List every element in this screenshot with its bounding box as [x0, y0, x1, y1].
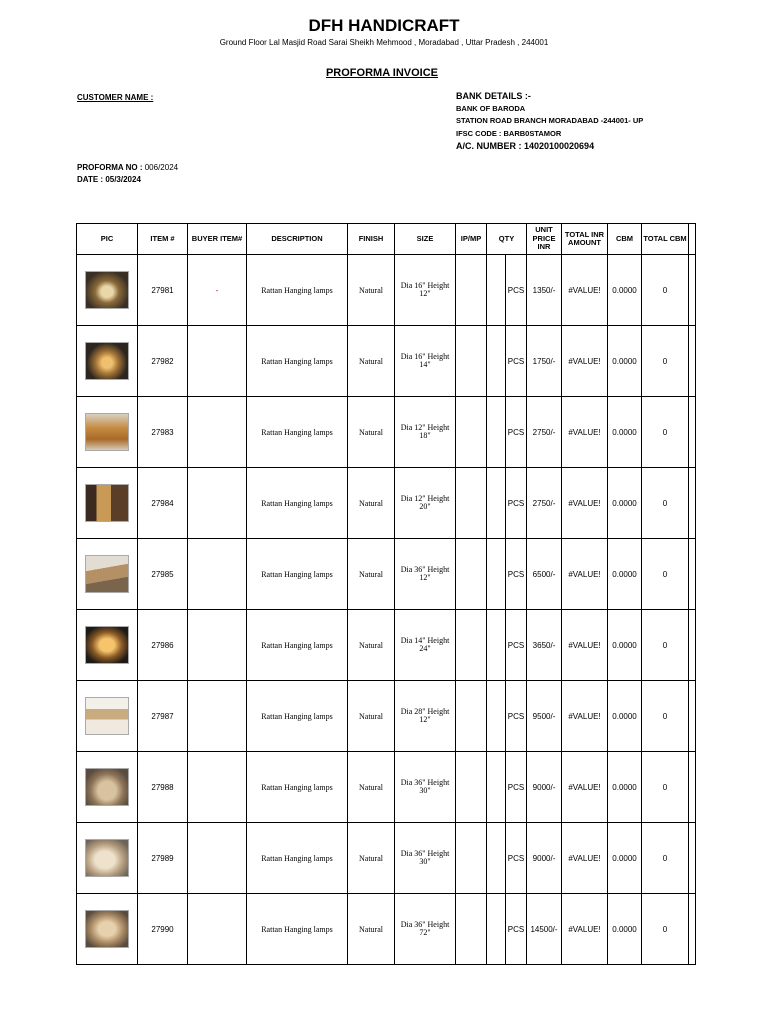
- product-photo-cell: [77, 752, 138, 823]
- total-cbm: 0: [642, 610, 689, 681]
- item-number: 27985: [138, 539, 188, 610]
- ipmp: [456, 255, 487, 326]
- unit-price: 3650/-: [527, 610, 562, 681]
- proforma-date-label: DATE :: [77, 175, 104, 184]
- total-cbm: 0: [642, 397, 689, 468]
- qty-unit: PCS: [506, 894, 527, 965]
- item-number: 27989: [138, 823, 188, 894]
- product-photo: [85, 342, 129, 380]
- qty-unit: PCS: [506, 752, 527, 823]
- total-amount: #VALUE!: [562, 681, 608, 752]
- description: Rattan Hanging lamps: [247, 681, 348, 752]
- finish: Natural: [348, 326, 395, 397]
- buyer-item: [188, 468, 247, 539]
- size: Dia 28" Height 12": [395, 681, 456, 752]
- product-photo-cell: [77, 823, 138, 894]
- buyer-item: [188, 823, 247, 894]
- buyer-item: [188, 326, 247, 397]
- finish: Natural: [348, 255, 395, 326]
- spacer-cell: [689, 468, 696, 539]
- total-cbm: 0: [642, 752, 689, 823]
- bank-details: [456, 90, 643, 153]
- ipmp: [456, 326, 487, 397]
- ipmp: [456, 894, 487, 965]
- qty: [487, 468, 506, 539]
- size: Dia 36" Height 30": [395, 752, 456, 823]
- total-cbm: 0: [642, 255, 689, 326]
- total-cbm: 0: [642, 326, 689, 397]
- total-amount: #VALUE!: [562, 468, 608, 539]
- qty: [487, 539, 506, 610]
- item-number: 27983: [138, 397, 188, 468]
- unit-price: 9000/-: [527, 823, 562, 894]
- finish: Natural: [348, 468, 395, 539]
- company-address: Ground Floor Lal Masjid Road Sarai Sheikh Mehmood , Moradabad , Uttar Pradesh , 244001: [219, 38, 549, 47]
- buyer-item: [188, 610, 247, 681]
- total-cbm: 0: [642, 681, 689, 752]
- qty: [487, 326, 506, 397]
- qty-unit: PCS: [506, 255, 527, 326]
- ipmp: [456, 610, 487, 681]
- buyer-item: [188, 681, 247, 752]
- cbm: 0.0000: [608, 894, 642, 965]
- proforma-info: [77, 162, 178, 186]
- description: Rattan Hanging lamps: [247, 610, 348, 681]
- finish: Natural: [348, 539, 395, 610]
- qty-unit: PCS: [506, 681, 527, 752]
- total-amount: #VALUE!: [562, 752, 608, 823]
- cbm: 0.0000: [608, 681, 642, 752]
- description: Rattan Hanging lamps: [247, 894, 348, 965]
- qty: [487, 397, 506, 468]
- description: Rattan Hanging lamps: [247, 823, 348, 894]
- table-header-row: [77, 224, 696, 255]
- spacer-cell: [689, 823, 696, 894]
- customer-name-label: CUSTOMER NAME :: [77, 93, 154, 102]
- total-amount: #VALUE!: [562, 894, 608, 965]
- spacer-cell: [689, 255, 696, 326]
- unit-price: 14500/-: [527, 894, 562, 965]
- col-header-ipmp: IP/MP: [456, 224, 487, 255]
- size: Dia 16" Height 12": [395, 255, 456, 326]
- col-header-total-amount: TOTAL INR AMOUNT: [562, 224, 608, 255]
- col-header-pic: PIC: [77, 224, 138, 255]
- table-row: [77, 326, 696, 397]
- buyer-item: [188, 894, 247, 965]
- col-header-total-cbm: TOTAL CBM: [642, 224, 689, 255]
- finish: Natural: [348, 823, 395, 894]
- description: Rattan Hanging lamps: [247, 255, 348, 326]
- bank-account: A/C. NUMBER : 14020100020694: [456, 141, 595, 151]
- col-header-size: SIZE: [395, 224, 456, 255]
- table-row: [77, 397, 696, 468]
- unit-price: 1350/-: [527, 255, 562, 326]
- item-number: 27990: [138, 894, 188, 965]
- product-photo: [85, 839, 129, 877]
- product-photo-cell: [77, 255, 138, 326]
- total-cbm: 0: [642, 823, 689, 894]
- total-amount: #VALUE!: [562, 823, 608, 894]
- finish: Natural: [348, 610, 395, 681]
- table-row: [77, 610, 696, 681]
- col-header-spacer: [689, 224, 696, 255]
- col-header-finish: FINISH: [348, 224, 395, 255]
- spacer-cell: [689, 610, 696, 681]
- description: Rattan Hanging lamps: [247, 539, 348, 610]
- cbm: 0.0000: [608, 397, 642, 468]
- total-amount: #VALUE!: [562, 397, 608, 468]
- col-header-buyer-item: BUYER ITEM#: [188, 224, 247, 255]
- finish: Natural: [348, 752, 395, 823]
- spacer-cell: [689, 326, 696, 397]
- product-photo: [85, 626, 129, 664]
- product-photo-cell: [77, 468, 138, 539]
- qty-unit: PCS: [506, 468, 527, 539]
- total-cbm: 0: [642, 894, 689, 965]
- description: Rattan Hanging lamps: [247, 326, 348, 397]
- product-photo-cell: [77, 894, 138, 965]
- col-header-cbm: CBM: [608, 224, 642, 255]
- total-cbm: 0: [642, 539, 689, 610]
- product-photo-cell: [77, 326, 138, 397]
- ipmp: [456, 468, 487, 539]
- col-header-qty: QTY: [487, 224, 527, 255]
- invoice-table: [76, 223, 696, 965]
- size: Dia 16" Height 14": [395, 326, 456, 397]
- item-number: 27986: [138, 610, 188, 681]
- buyer-item: [188, 539, 247, 610]
- proforma-number-label: PROFORMA NO :: [77, 163, 143, 172]
- col-header-description: DESCRIPTION: [247, 224, 348, 255]
- item-number: 27988: [138, 752, 188, 823]
- bank-heading: BANK DETAILS :-: [456, 91, 531, 101]
- qty: [487, 610, 506, 681]
- qty-unit: PCS: [506, 610, 527, 681]
- finish: Natural: [348, 397, 395, 468]
- size: Dia 14" Height 24": [395, 610, 456, 681]
- cbm: 0.0000: [608, 326, 642, 397]
- description: Rattan Hanging lamps: [247, 397, 348, 468]
- item-number: 27981: [138, 255, 188, 326]
- qty: [487, 823, 506, 894]
- size: Dia 12" Height 20": [395, 468, 456, 539]
- bank-name: BANK OF BARODA: [456, 103, 526, 113]
- ipmp: [456, 397, 487, 468]
- qty-unit: PCS: [506, 823, 527, 894]
- product-photo-cell: [77, 539, 138, 610]
- product-photo: [85, 697, 129, 735]
- cbm: 0.0000: [608, 539, 642, 610]
- spacer-cell: [689, 681, 696, 752]
- product-photo-cell: [77, 397, 138, 468]
- unit-price: 9500/-: [527, 681, 562, 752]
- cbm: 0.0000: [608, 823, 642, 894]
- ipmp: [456, 823, 487, 894]
- product-photo: [85, 271, 129, 309]
- product-photo-cell: [77, 610, 138, 681]
- table-row: [77, 681, 696, 752]
- product-photo: [85, 555, 129, 593]
- spacer-cell: [689, 539, 696, 610]
- description: Rattan Hanging lamps: [247, 468, 348, 539]
- qty: [487, 752, 506, 823]
- product-photo: [85, 413, 129, 451]
- size: Dia 36" Height 30": [395, 823, 456, 894]
- product-photo: [85, 910, 129, 948]
- buyer-item: [188, 752, 247, 823]
- qty: [487, 255, 506, 326]
- table-row: [77, 894, 696, 965]
- unit-price: 1750/-: [527, 326, 562, 397]
- unit-price: 2750/-: [527, 397, 562, 468]
- qty-unit: PCS: [506, 397, 527, 468]
- qty: [487, 681, 506, 752]
- item-number: 27987: [138, 681, 188, 752]
- item-number: 27982: [138, 326, 188, 397]
- spacer-cell: [689, 752, 696, 823]
- size: Dia 36" Height 72": [395, 894, 456, 965]
- proforma-date: [77, 174, 178, 186]
- total-amount: #VALUE!: [562, 610, 608, 681]
- cbm: 0.0000: [608, 752, 642, 823]
- bank-ifsc: IFSC CODE : BARB0STAMOR: [456, 128, 562, 138]
- table-row: [77, 468, 696, 539]
- table-row: [77, 255, 696, 326]
- ipmp: [456, 752, 487, 823]
- description: Rattan Hanging lamps: [247, 752, 348, 823]
- document-title: PROFORMA INVOICE: [325, 67, 439, 79]
- spacer-cell: [689, 894, 696, 965]
- proforma-date-value: 05/3/2024: [105, 175, 141, 184]
- company-name: DFH HANDICRAFT: [308, 16, 460, 35]
- table-row: [77, 539, 696, 610]
- product-photo-cell: [77, 681, 138, 752]
- finish: Natural: [348, 894, 395, 965]
- ipmp: [456, 539, 487, 610]
- unit-price: 6500/-: [527, 539, 562, 610]
- buyer-item: [188, 397, 247, 468]
- qty: [487, 894, 506, 965]
- finish: Natural: [348, 681, 395, 752]
- bank-branch: STATION ROAD BRANCH MORADABAD -244001- UP: [456, 116, 644, 125]
- spacer-cell: [689, 397, 696, 468]
- product-photo: [85, 768, 129, 806]
- proforma-number-value: 006/2024: [144, 163, 179, 172]
- proforma-number: [77, 162, 178, 174]
- unit-price: 2750/-: [527, 468, 562, 539]
- total-amount: #VALUE!: [562, 255, 608, 326]
- unit-price: 9000/-: [527, 752, 562, 823]
- size: Dia 12" Height 18": [395, 397, 456, 468]
- qty-unit: PCS: [506, 539, 527, 610]
- product-photo: [85, 484, 129, 522]
- col-header-unit-price: UNIT PRICE INR: [527, 224, 562, 255]
- cbm: 0.0000: [608, 468, 642, 539]
- ipmp: [456, 681, 487, 752]
- col-header-item: ITEM #: [138, 224, 188, 255]
- cbm: 0.0000: [608, 255, 642, 326]
- qty-unit: PCS: [506, 326, 527, 397]
- total-amount: #VALUE!: [562, 539, 608, 610]
- total-cbm: 0: [642, 468, 689, 539]
- table-row: [77, 823, 696, 894]
- buyer-item: -: [188, 255, 247, 326]
- cbm: 0.0000: [608, 610, 642, 681]
- total-amount: #VALUE!: [562, 326, 608, 397]
- item-number: 27984: [138, 468, 188, 539]
- size: Dia 36" Height 12": [395, 539, 456, 610]
- table-row: [77, 752, 696, 823]
